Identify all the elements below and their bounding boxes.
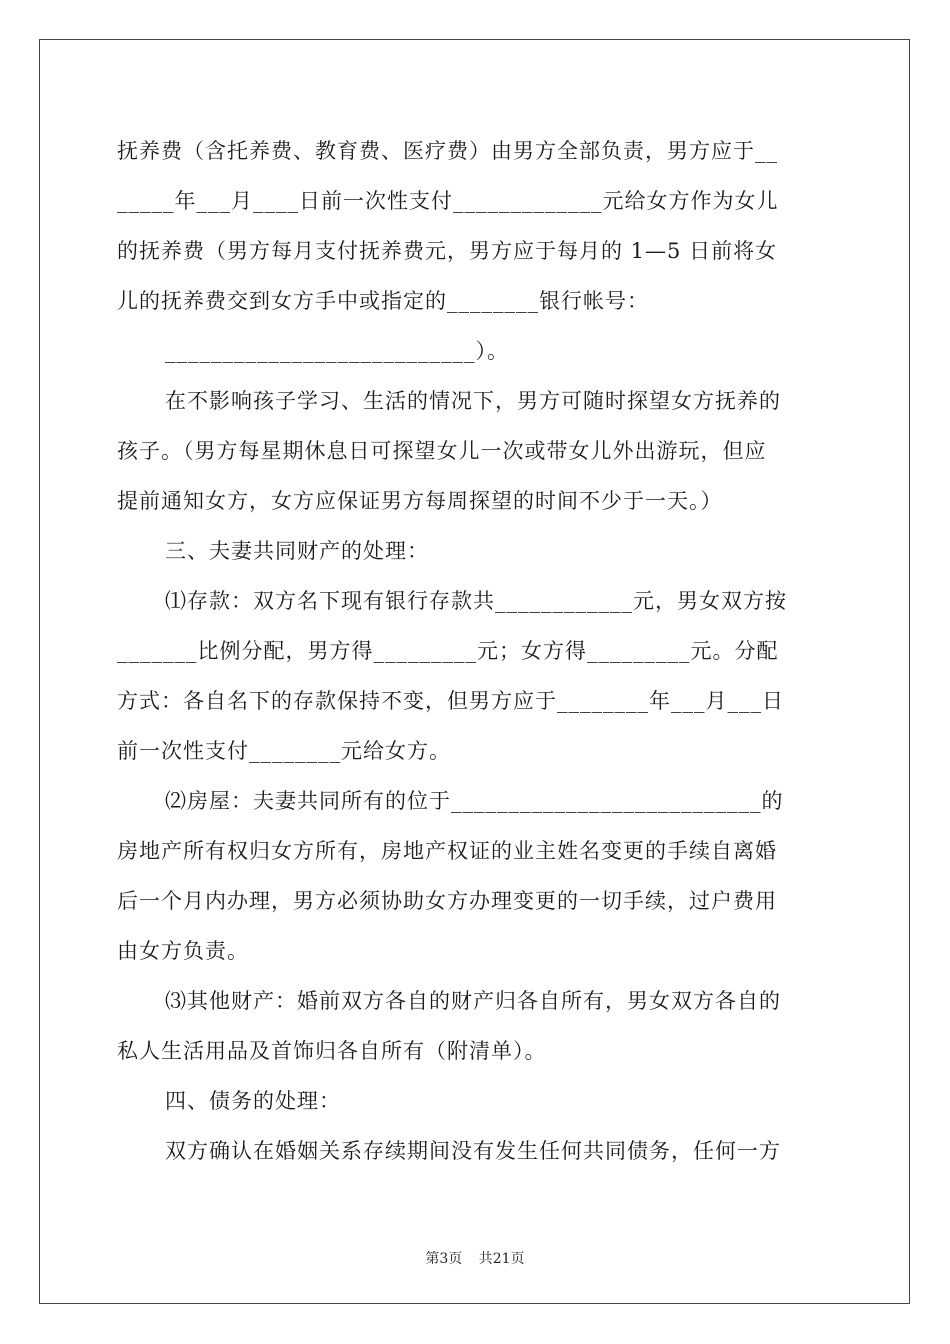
paragraph-start: ⑶其他财产：婚前双方各自的财产归各自所有，男女双方各自的	[165, 989, 781, 1013]
text-line: 抚养费（含托养费、教育费、医疗费）由男方全部负责，男方应于__	[117, 139, 778, 163]
text-line: 方式：各自名下的存款保持不变，但男方应于________年___月___日	[117, 689, 784, 713]
text-line: 前一次性支付________元给女方。	[117, 739, 451, 763]
paragraph-start: 双方确认在婚姻关系存续期间没有发生任何共同债务，任何一方	[165, 1139, 781, 1163]
text-line: _______比例分配，男方得_________元；女方得_________元。分配	[117, 639, 779, 663]
paragraph-start: ⑵房屋：夫妻共同所有的位于___________________________的	[165, 789, 784, 813]
text-line: 后一个月内办理，男方必须协助女方办理变更的一切手续，过户费用	[117, 889, 777, 913]
text-line: ___________________________）。	[165, 339, 509, 363]
text-line: 提前通知女方，女方应保证男方每周探望的时间不少于一天。）	[117, 489, 723, 513]
text-line: 私人生活用品及首饰归各自所有（附清单）。	[117, 1039, 547, 1063]
text-line: 房地产所有权归女方所有，房地产权证的业主姓名变更的手续自离婚	[117, 839, 777, 863]
page-number: 第3页	[425, 1251, 463, 1267]
section-heading: 三、夫妻共同财产的处理：	[165, 539, 429, 563]
text-line: 的抚养费（男方每月支付抚养费元，男方应于每月的 1—5 日前将女	[117, 239, 778, 263]
page-total: 共21页	[478, 1251, 525, 1267]
document-body	[117, 126, 835, 1176]
paragraph-start: ⑴存款：双方名下现有银行存款共____________元，男女双方按	[165, 589, 787, 613]
paragraph-start: 在不影响孩子学习、生活的情况下，男方可随时探望女方抚养的	[165, 389, 781, 413]
text-line: 由女方负责。	[117, 939, 249, 963]
text-line: 儿的抚养费交到女方手中或指定的________银行帐号：	[117, 289, 649, 313]
text-line: _____年___月____日前一次性支付_____________元给女方作为女儿	[117, 189, 779, 213]
section-heading: 四、债务的处理：	[165, 1089, 341, 1113]
page-footer	[0, 1248, 950, 1268]
text-line: 孩子。（男方每星期休息日可探望女儿一次或带女儿外出游玩，但应	[117, 439, 767, 463]
